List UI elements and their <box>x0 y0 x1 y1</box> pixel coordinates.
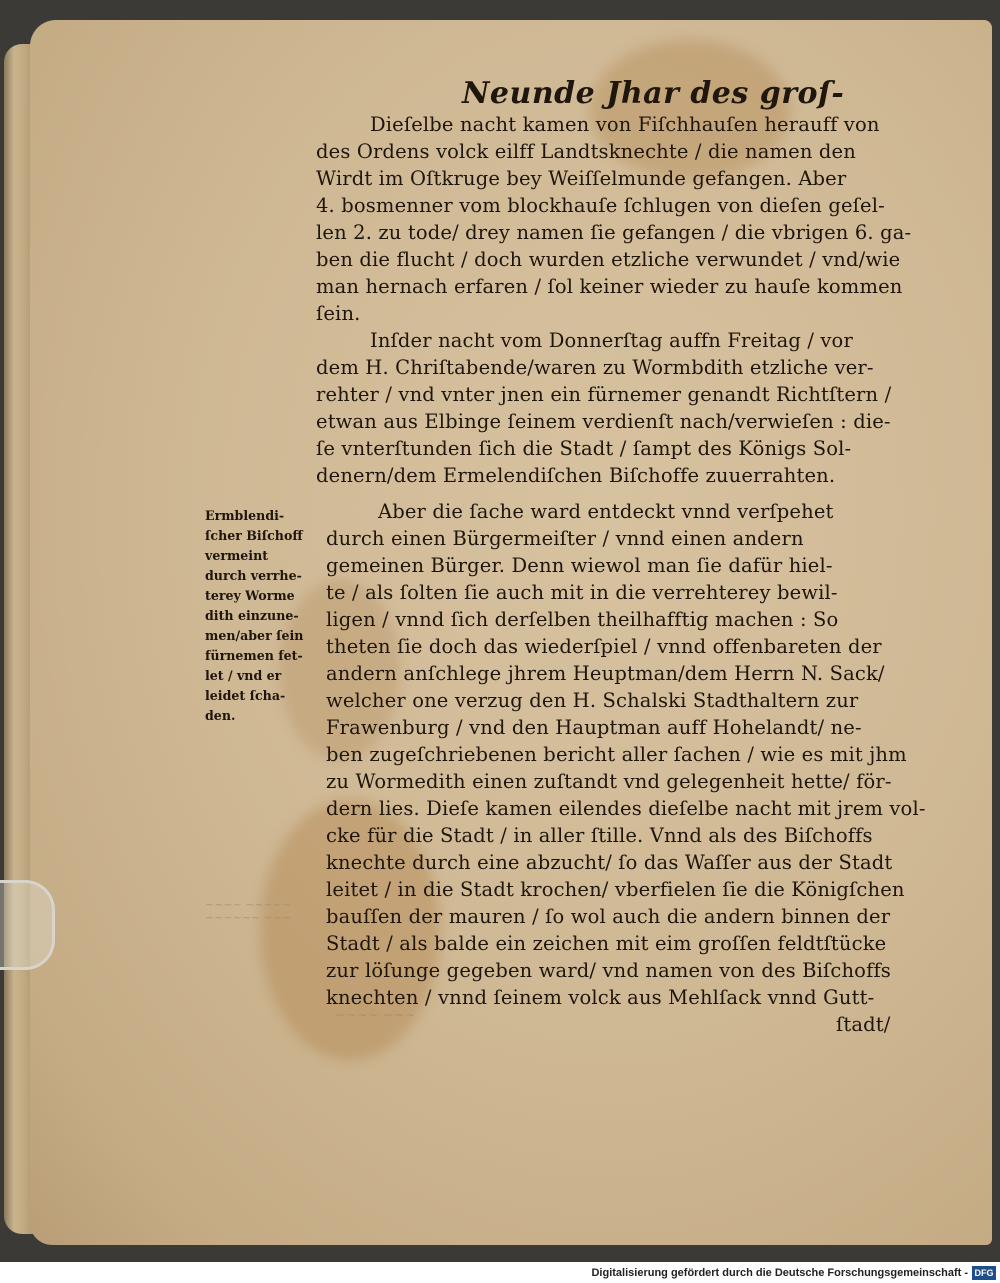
marginal-note-line: let / vnd er <box>205 668 282 683</box>
body-line: ben die flucht / doch wurden etzliche verwundet / vnd/wie <box>316 248 901 271</box>
marginal-note-line: men/aber ſein <box>205 628 304 643</box>
body-line: leitet / in die Stadt krochen/ vberfielen ſie die Königſchen <box>326 878 905 901</box>
body-line: ligen / vnnd ſich derſelben theilhafftig machen : So <box>326 608 839 631</box>
body-line: andern anſchlege jhrem Heuptman/dem Herrn N. Sack/ <box>326 662 885 685</box>
body-line: cke für die Stadt / in aller ſtille. Vnnd als des Biſchoffs <box>326 824 873 847</box>
body-line: zu Wormedith einen zuſtandt vnd gelegenheit hette/ för- <box>326 770 892 793</box>
body-line: Frawenburg / vnd den Hauptman auff Hohelandt/ ne- <box>326 716 862 739</box>
body-line: Dieſelbe nacht kamen von Fiſchhauſen herauff von <box>370 113 880 136</box>
body-line: rehter / vnd vnter jnen ein fürnemer genandt Richtſtern / <box>316 383 892 406</box>
marginal-note-line: vermeint <box>205 548 269 563</box>
body-line: dern lies. Dieſe kamen eilendes dieſelbe nacht mit jrem vol- <box>326 797 926 820</box>
bleed-through-text: ~~~~ ~~~~~ ~~~~~~ ~~~ <box>205 898 292 924</box>
body-line: Wirdt im Oſtkruge bey Weiſſelmunde gefangen. Aber <box>316 167 847 190</box>
body-line: welcher one verzug den H. Schalski Stadthaltern zur <box>326 689 859 712</box>
body-line: knechten / vnnd ſeinem volck aus Mehlſack vnnd Gutt- <box>326 986 875 1009</box>
body-line: theten ſie doch das wiederſpiel / vnnd offenbareten der <box>326 635 882 658</box>
marginal-note-line: terey Worme <box>205 588 295 603</box>
body-line: durch einen Bürgermeiſter / vnnd einen andern <box>326 527 804 550</box>
binding-clip <box>0 880 55 970</box>
body-line: bauſſen der mauren / ſo wol auch die andern binnen der <box>326 905 891 928</box>
marginal-note-line: Ermblendi- <box>205 508 285 523</box>
marginal-note-line: den. <box>205 708 236 723</box>
body-line: Inſder nacht vom Donnerſtag auffn Freitag / vor <box>370 329 853 352</box>
dfg-logo-icon: DFG <box>972 1266 996 1280</box>
body-line: etwan aus Elbinge ſeinem verdienſt nach/verwieſen : die- <box>316 410 891 433</box>
body-line: te / als ſolten ſie auch mit in die verrehterey bewil- <box>326 581 838 604</box>
body-line: knechte durch eine abzucht/ ſo das Waſſer aus der Stadt <box>326 851 893 874</box>
body-line: des Ordens volck eilff Landtsknechte / die namen den <box>316 140 856 163</box>
funding-credit: Digitalisierung gefördert durch die Deutsche Forschungsgemeinschaft - <box>591 1267 968 1279</box>
bleed-through-text: ~~~~ ~~~ <box>335 1008 416 1023</box>
body-line: len 2. zu tode/ drey namen ſie gefangen / die vbrigen 6. ga- <box>316 221 912 244</box>
marginal-note-line: ſcher Biſchoff <box>205 528 303 543</box>
body-line: ben zugeſchriebenen bericht aller ſachen / wie es mit jhm <box>326 743 907 766</box>
running-head: Neunde Jhar des groſ- <box>462 76 845 111</box>
body-line: denern/dem Ermelendiſchen Biſchoffe zuuerrahten. <box>316 464 836 487</box>
marginal-note-line: durch verrhe- <box>205 568 302 583</box>
body-line: Stadt / als balde ein zeichen mit eim groſſen feldtſtücke <box>326 932 887 955</box>
body-line: dem H. Chriſtabende/waren zu Wormbdith etzliche ver- <box>316 356 874 379</box>
body-line: Aber die ſache ward entdeckt vnnd verſpehet <box>378 500 834 523</box>
marginal-note-line: fürnemen fet- <box>205 648 303 663</box>
body-line: gemeinen Bürger. Denn wiewol man ſie dafür hiel- <box>326 554 833 577</box>
marginal-note-line: leidet ſcha- <box>205 688 286 703</box>
marginal-note-line: dith einzune- <box>205 608 299 623</box>
body-line: 4. bosmenner vom blockhauſe ſchlugen von dieſen geſel- <box>316 194 885 217</box>
catchword: ſtadt/ <box>836 1013 891 1036</box>
body-line: man hernach erfaren / ſol keiner wieder zu hauſe kommen <box>316 275 903 298</box>
body-line: zur löſunge gegeben ward/ vnd namen von des Biſchoffs <box>326 959 891 982</box>
body-line: ſein. <box>316 302 361 325</box>
body-line: ſe vnterſtunden ſich die Stadt / ſampt des Königs Sol- <box>316 437 852 460</box>
